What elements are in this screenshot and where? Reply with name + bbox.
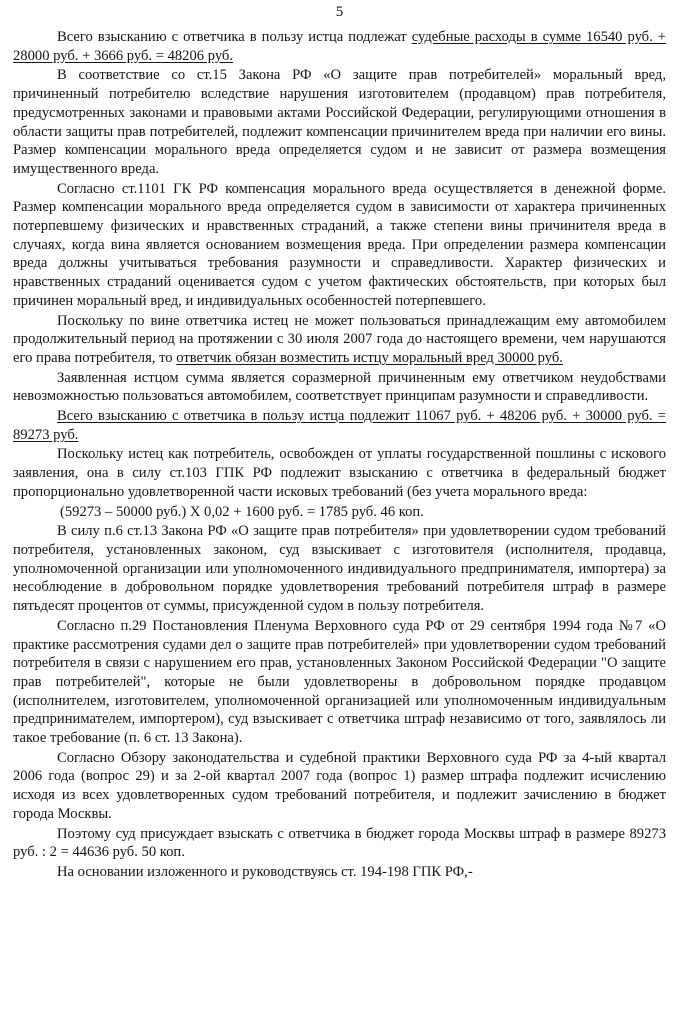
text-run: Всего взысканию с ответчика в пользу истца подлежат bbox=[57, 29, 412, 45]
paragraph bbox=[13, 445, 666, 501]
underlined-text: Всего взысканию с ответчика в пользу истца подлежит 11067 руб. + 48206 руб. + 30000 руб. = 89273 руб. bbox=[13, 408, 666, 443]
text-run: Согласно Обзору законодательства и судебной практики Верховного суда РФ за 4-ый квартал 2006 года (вопрос 29) и за 2-ой квартал 2007 года (вопрос 1) размер штрафа подлежит исчислению исходя из всех удовлетворенных судом требований потребителя, и подлежит зачислению в бюджет города Москвы. bbox=[13, 749, 666, 822]
paragraph bbox=[13, 617, 666, 748]
paragraph bbox=[13, 28, 666, 65]
underlined-text: судебные расходы в сумме 16540 руб. + 28000 руб. + 3666 руб. = 48206 руб. bbox=[13, 29, 666, 64]
page-number: 5 bbox=[335, 4, 344, 20]
paragraph bbox=[13, 312, 666, 368]
text-run: На основании изложенного и руководствуясь ст. 194-198 ГПК РФ,- bbox=[57, 863, 473, 880]
text-run: В соответствие со ст.15 Закона РФ «О защите прав потребителей» моральный вред, причиненный потребителю вследствие нарушения изготовителем (продавцом) прав потребителя, предусмотренных законами и правовыми актами Российской Федерации, регулирующими отношения в области защиты прав потребителей, подлежит компенсации причинителем вреда при наличии его вины. Размер компенсации морального вреда определяется судом и не зависит от размера возмещения имущественного вреда. bbox=[13, 67, 666, 177]
paragraph bbox=[13, 180, 666, 311]
paragraph bbox=[13, 369, 666, 406]
calculation-line bbox=[13, 503, 666, 522]
text-run: Поскольку истец как потребитель, освобожден от уплаты государственной пошлины с искового заявления, она в силу ст.103 ГПК РФ подлежит взысканию с ответчика в федеральный бюджет пропорционально удовлетворенной части исковых требований (без учета морального вреда: bbox=[13, 446, 666, 500]
text-run: Поэтому суд присуждает взыскать с ответчика в бюджет города Москвы штраф в размере 89273 руб. : 2 = 44636 руб. 50 коп. bbox=[13, 825, 666, 861]
document-body bbox=[13, 28, 666, 883]
paragraph bbox=[13, 825, 666, 862]
text-run: Согласно п.29 Постановления Пленума Верховного суда РФ от 29 сентября 1994 года №7 «О практике рассмотрения судами дел о защите прав потребителей» при удовлетворении судом требований потребителя в связи с нарушением его прав, установленных Законом Российской Федерации "О защите прав потребителей", которые не были удовлетворены в добровольном порядке продавцом (исполнителем, изготовителем, уполномоченной организацией или уполномоченным индивидуальным предпринимателем, импортером), суд взыскивает с ответчика штраф независимо от того, заявлялось ли такое требование (п. 6 ст. 13 Закона). bbox=[13, 617, 666, 747]
text-run: (59273 – 50000 руб.) Х 0,02 + 1600 руб. = 1785 руб. 46 коп. bbox=[60, 503, 424, 520]
underlined-text: ответчик обязан возместить истцу моральный вред 30000 руб. bbox=[176, 349, 563, 366]
paragraph bbox=[13, 407, 666, 444]
paragraph bbox=[13, 522, 666, 616]
text-run: В силу п.6 ст.13 Закона РФ «О защите прав потребителя» при удовлетворении судом требований потребителя, установленных законом, суд взыскивает с изготовителя (исполнителя, продавца, уполномоченной организации или уполномоченного индивидуального предпринимателя, импортера) за несоблюдение в добровольном порядке удовлетворения требований потребителя штраф в размере пятьдесят процентов от суммы, присужденной судом в пользу потребителя. bbox=[13, 523, 666, 615]
text-run: Поскольку по вине ответчика истец не может пользоваться принадлежащим ему автомобилем продолжительный период на протяжении с 30 июля 2007 года до настоящего времени, чем нарушаются его права потребителя, то bbox=[13, 312, 666, 366]
paragraph bbox=[13, 66, 666, 178]
text-run: Заявленная истцом сумма является соразмерной причиненным ему ответчиком неудобствами невозможностью пользоваться автомобилем, соответствует принципам разумности и справедливости. bbox=[13, 369, 666, 405]
text-run: Согласно ст.1101 ГК РФ компенсация морального вреда осуществляется в денежной форме. Размер компенсации морального вреда определяется судом в зависимости от характера причиненных потерпевшему физических и нравственных страданий, а также степени вины причинителя вреда в случаях, когда вина является основанием возмещения вреда. При определении размера компенсации вреда должны учитываться требования разумности и справедливости. Характер физических и нравственных страданий оценивается судом с учетом фактических обстоятельств, при которых был причинен моральный вред, и индивидуальных особенностей потерпевшего. bbox=[13, 180, 666, 309]
paragraph bbox=[13, 749, 666, 824]
paragraph bbox=[13, 863, 666, 882]
